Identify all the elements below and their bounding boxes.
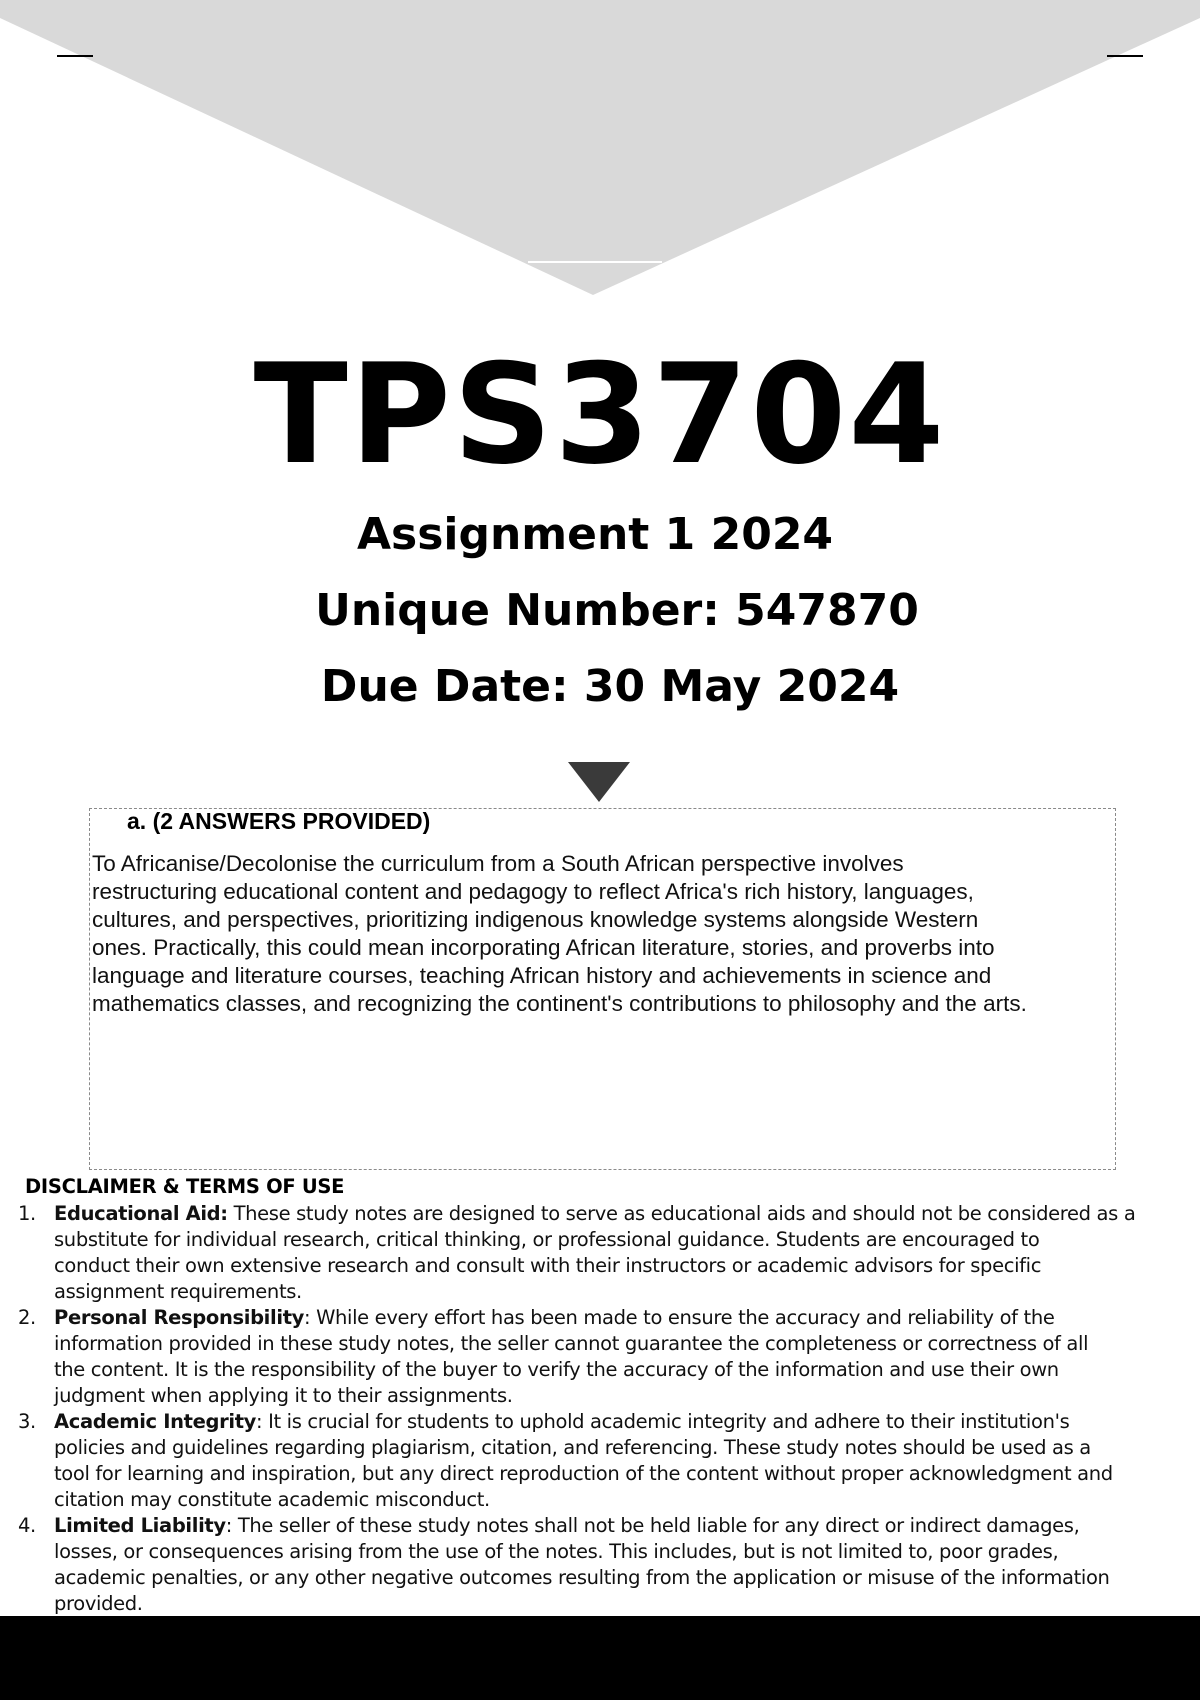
term-item-personal-responsibility: [0, 1305, 1200, 1409]
term-first-line: [54, 1513, 1190, 1539]
disclaimer-title: DISCLAIMER & TERMS OF USE: [25, 1175, 345, 1198]
terms-list: [0, 1201, 1200, 1617]
term-item-limited-liability: [0, 1513, 1200, 1617]
term-label: Educational Aid:: [54, 1202, 228, 1225]
term-line: information provided in these study notes, the seller cannot guarantee the completeness or correctness of all: [54, 1332, 1089, 1355]
term-label: Personal Responsibility: [54, 1306, 305, 1329]
answer-line: restructuring educational content and pedagogy to reflect Africa's rich history, languages,: [92, 879, 974, 904]
term-text: : It is crucial for students to uphold academic integrity and adhere to their institution's: [256, 1410, 1070, 1433]
unique-number: Unique Number: 547870: [315, 585, 919, 636]
term-number: 2.: [18, 1306, 36, 1329]
answer-line: ones. Practically, this could mean incorporating African literature, stories, and proverbs into: [92, 935, 995, 960]
assignment-title: Assignment 1 2024: [356, 509, 834, 560]
term-first-line: [54, 1201, 1190, 1227]
corner-mark-left: [57, 55, 93, 57]
term-line: assignment requirements.: [54, 1280, 302, 1303]
term-item-academic-integrity: [0, 1409, 1200, 1513]
footer-bar: [0, 1616, 1200, 1700]
term-text: : The seller of these study notes shall not be held liable for any direct or indirect damages,: [225, 1514, 1080, 1537]
term-first-line: [54, 1305, 1190, 1331]
chevron-shape: [0, 0, 1200, 295]
term-line: provided.: [54, 1592, 143, 1615]
term-label: Limited Liability: [54, 1514, 226, 1537]
chevron-banner: [0, 0, 1200, 300]
corner-mark-right: [1107, 55, 1143, 57]
due-date: Due Date: 30 May 2024: [320, 661, 900, 712]
answer-line: cultures, and perspectives, prioritizing indigenous knowledge systems alongside Western: [92, 907, 979, 932]
term-line: judgment when applying it to their assignments.: [54, 1384, 513, 1407]
answer-line: language and literature courses, teaching African history and achievements in science and: [92, 963, 992, 988]
term-label: Academic Integrity: [54, 1410, 257, 1433]
term-line: conduct their own extensive research and consult with their instructors or academic advisors for specific: [54, 1254, 1042, 1277]
answer-heading: a. (2 ANSWERS PROVIDED): [127, 808, 431, 834]
course-code-title: TPS3704: [253, 334, 947, 495]
term-item-educational-aid: [0, 1201, 1200, 1305]
term-line: substitute for individual research, critical thinking, or professional guidance. Students are encouraged to: [54, 1228, 1040, 1251]
term-first-line: [54, 1409, 1190, 1435]
term-line: policies and guidelines regarding plagiarism, citation, and referencing. These study notes should be used as a: [54, 1436, 1091, 1459]
down-arrow-icon: [568, 762, 630, 802]
term-line: academic penalties, or any other negative outcomes resulting from the application or misuse of the information: [54, 1566, 1110, 1589]
term-line: the content. It is the responsibility of the buyer to verify the accuracy of the information and use their own: [54, 1358, 1059, 1381]
term-number: 4.: [18, 1514, 36, 1537]
answer-paragraph: [92, 850, 1114, 1018]
term-text: : While every effort has been made to ensure the accuracy and reliability of the: [304, 1306, 1055, 1329]
term-line: citation may constitute academic misconduct.: [54, 1488, 490, 1511]
answer-line: mathematics classes, and recognizing the continent's contributions to philosophy and the arts.: [92, 991, 1027, 1016]
term-text: These study notes are designed to serve as educational aids and should not be considered as a: [227, 1202, 1136, 1225]
term-number: 1.: [18, 1202, 36, 1225]
term-line: losses, or consequences arising from the use of the notes. This includes, but is not limited to, poor grades,: [54, 1540, 1059, 1563]
term-line: tool for learning and inspiration, but any direct reproduction of the content without proper acknowledgment and: [54, 1462, 1113, 1485]
term-number: 3.: [18, 1410, 36, 1433]
answer-line: To Africanise/Decolonise the curriculum from a South African perspective involves: [92, 851, 904, 876]
